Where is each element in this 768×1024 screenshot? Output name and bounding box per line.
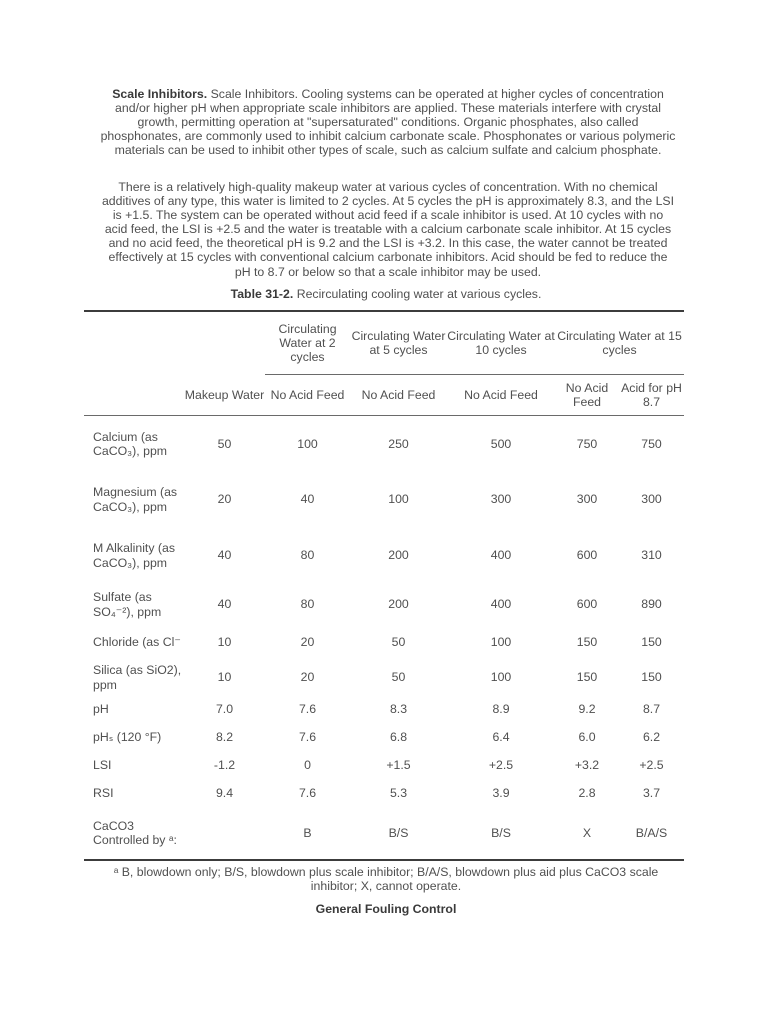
row-label: M Alkalinity (as CaCO₃), ppm xyxy=(93,541,176,570)
table-cell: 250 xyxy=(388,436,409,451)
table-cell: X xyxy=(555,808,619,860)
table-cell: 8.3 xyxy=(389,702,408,717)
table-cell: B/S xyxy=(350,808,447,860)
table-cell: 6.4 xyxy=(492,730,510,745)
corner-cell xyxy=(84,311,184,375)
table-cell: B/A/S xyxy=(619,808,684,860)
table-cell: 8.2 xyxy=(215,730,234,745)
table-cell: B/S xyxy=(447,808,555,860)
table-footnote: ᵃ B, blowdown only; B/S, blowdown plus scale inhibitor; B/A/S, blowdown plus aid plus CaCO3 scale inhibitor; X, cannot operate. xyxy=(113,865,659,894)
table-cell: 150 xyxy=(641,670,662,685)
table-row xyxy=(84,660,684,696)
table-cell: 100 xyxy=(297,436,318,451)
table-cell: 600 xyxy=(576,548,598,563)
table-cell: 150 xyxy=(576,670,598,685)
table-body xyxy=(84,416,684,860)
row-label: CaCO3 Controlled by ᵃ: xyxy=(84,808,184,860)
table-row xyxy=(84,724,684,752)
table-row xyxy=(84,780,684,808)
table-row xyxy=(84,696,684,724)
table-caption xyxy=(0,287,768,301)
table-cell: +3.2 xyxy=(574,758,600,773)
table-cell: 100 xyxy=(490,670,512,685)
table-cell: 7.0 xyxy=(215,702,234,717)
intro-title: Scale Inhibitors. xyxy=(112,87,208,101)
row-label: LSI xyxy=(93,758,112,773)
sub-header: No Acid Feed xyxy=(447,375,555,416)
table-cell: 40 xyxy=(217,597,232,612)
table-cell: 20 xyxy=(300,670,315,685)
table-cell: 500 xyxy=(490,436,512,451)
group-header: Circulating Water at 5 cycles xyxy=(351,328,446,357)
table-row xyxy=(84,584,684,626)
row-label: Calcium (as CaCO₃), ppm xyxy=(93,429,168,458)
table-cell: 400 xyxy=(490,597,512,612)
table-caption-label: Table 31-2. xyxy=(230,287,294,301)
table-cell: 0 xyxy=(304,758,311,773)
table-cell: 750 xyxy=(641,436,662,451)
table-cell: 890 xyxy=(641,597,662,612)
table-cell: 10 xyxy=(217,670,232,685)
table-cell: 7.6 xyxy=(298,702,317,717)
table-cell: 3.9 xyxy=(492,786,510,801)
sub-header: No Acid Feed xyxy=(265,375,350,416)
cycles-table xyxy=(84,310,684,861)
table-row xyxy=(84,416,684,472)
table-cell: 5.3 xyxy=(389,786,408,801)
table-cell: +2.5 xyxy=(488,758,514,773)
body-paragraph: There is a relatively high-quality makeup water at various cycles of concentration. With no chemical additives of any type, this water is limited to 2 cycles. At 5 cycles the pH is approximately 8.3, and the LSI is +1.5. The system can be operated without acid feed if a scale inhibitor is used. At 10 cycles with no acid feed, the LSI is +2.5 and the water is treatable with a calcium carbonate scale inhibitor. At 15 cycles and no acid feed, the theoretical pH is 9.2 and the LSI is +3.2. In this case, the water cannot be treated effectively at 15 cycles with conventional calcium carbonate inhibitors. Acid should be fed to reduce the pH to 8.7 or below so that a scale inhibitor may be used. xyxy=(101,180,675,279)
table-cell: -1.2 xyxy=(213,758,236,773)
table-cell: 300 xyxy=(490,492,512,507)
sub-header: Makeup Water xyxy=(184,387,265,402)
row-label: pHₛ (120 °F) xyxy=(93,730,162,745)
table-cell: 3.7 xyxy=(642,786,661,801)
table-row xyxy=(84,626,684,660)
table-cell: 200 xyxy=(388,548,409,563)
table-cell: 50 xyxy=(391,670,406,685)
group-header: Circulating Water at 2 cycles xyxy=(278,321,337,365)
table-cell: 20 xyxy=(300,635,315,650)
section-heading: General Fouling Control xyxy=(315,902,457,916)
table-cell: B xyxy=(265,808,350,860)
table-row xyxy=(84,528,684,584)
table-cell: 6.0 xyxy=(578,730,596,745)
table-cell: 750 xyxy=(576,436,598,451)
table-cell: 7.6 xyxy=(298,786,317,801)
table-cell: 100 xyxy=(490,635,512,650)
table-cell: 400 xyxy=(490,548,512,563)
table-cell: 10 xyxy=(217,635,232,650)
table-cell: 50 xyxy=(391,635,406,650)
table-cell: 40 xyxy=(300,492,315,507)
table-cell: 80 xyxy=(300,548,315,563)
row-label: Sulfate (as SO₄⁻²), ppm xyxy=(93,590,162,619)
sub-header-empty xyxy=(84,375,184,416)
sub-header: Acid for pH 8.7 xyxy=(619,375,684,416)
row-label: Chloride (as Cl⁻ xyxy=(93,635,181,650)
table-cell: 100 xyxy=(388,492,409,507)
table-cell: 2.8 xyxy=(578,786,596,801)
table-cell: 40 xyxy=(217,548,232,563)
group-header-row xyxy=(84,311,684,375)
table-cell: 6.8 xyxy=(389,730,408,745)
group-header: Circulating Water at 10 cycles xyxy=(447,328,555,357)
intro-paragraph xyxy=(100,87,676,157)
table-cell: 8.7 xyxy=(642,702,661,717)
row-label: Magnesium (as CaCO₃), ppm xyxy=(93,485,178,514)
row-label: pH xyxy=(93,702,109,717)
table-cell: 50 xyxy=(217,436,232,451)
sub-header: No Acid Feed xyxy=(350,375,447,416)
table-cell: 9.2 xyxy=(578,702,596,717)
table-cell: 150 xyxy=(641,635,662,650)
table-row xyxy=(84,808,684,860)
table-cell: 300 xyxy=(641,492,662,507)
table-row xyxy=(84,472,684,528)
row-label: RSI xyxy=(93,786,114,801)
table-cell: +1.5 xyxy=(386,758,411,773)
table-row xyxy=(84,752,684,780)
table-cell: 310 xyxy=(641,548,662,563)
table-cell: 150 xyxy=(576,635,598,650)
table-cell: 6.2 xyxy=(642,730,661,745)
table-cell: +2.5 xyxy=(639,758,664,773)
table-cell: 80 xyxy=(300,597,315,612)
table-cell: 7.6 xyxy=(298,730,317,745)
table-caption-text: Recirculating cooling water at various cycles. xyxy=(293,287,542,301)
table-cell: 8.9 xyxy=(492,702,510,717)
sub-header: No Acid Feed xyxy=(555,375,619,416)
table-cell: 600 xyxy=(576,597,598,612)
table-cell: 200 xyxy=(388,597,409,612)
row-label: Silica (as SiO2), ppm xyxy=(93,663,182,692)
table-cell: 9.4 xyxy=(215,786,234,801)
corner-cell-makeup xyxy=(184,311,265,375)
table-cell xyxy=(184,808,265,860)
table-cell: 20 xyxy=(217,492,232,507)
group-header: Circulating Water at 15 cycles xyxy=(557,328,682,357)
sub-header-row xyxy=(84,375,684,416)
intro-body: Scale Inhibitors. Cooling systems can be operated at higher cycles of concentration and/or higher pH when appropriate scale inhibitors are applied. These materials interfere with crystal growth, permitting operation at "supersaturated" conditions. Organic phosphates, also called phosphonates, are commonly used to inhibit calcium carbonate scale. Phosphonates or various polymeric materials can be used to inhibit other types of scale, such as calcium sulfate and calcium phosphate. xyxy=(100,87,676,158)
table-cell: 300 xyxy=(576,492,598,507)
